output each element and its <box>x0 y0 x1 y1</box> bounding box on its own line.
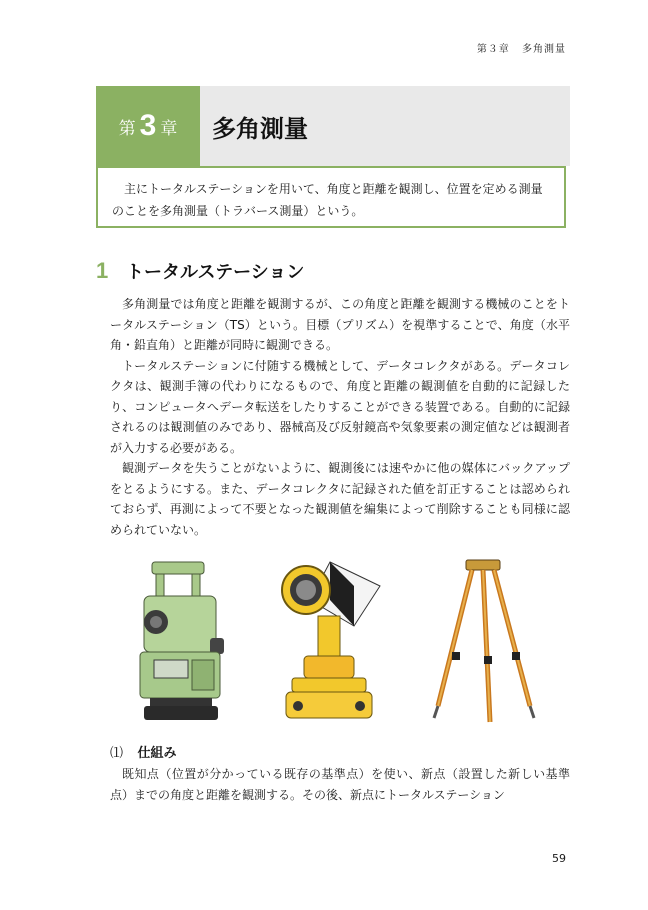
chapter-banner <box>96 86 570 166</box>
chapter-suffix: 章 <box>160 118 178 139</box>
equipment-figures <box>120 556 560 728</box>
running-head-chapter: 第３章 <box>476 44 510 55</box>
body-text <box>110 294 570 540</box>
chapter-prefix: 第 <box>118 118 136 139</box>
running-head <box>469 40 566 55</box>
paragraph-1: 多角測量では角度と距離を観測するが、この角度と距離を観測する機械のことをトータルステーション（TS）という。目標（プリズム）を視準することで、角度（水平角・鉛直角）と距離が同時に観測できる。 <box>110 297 570 352</box>
running-head-title: 多角測量 <box>522 44 566 55</box>
tripod-illustration <box>428 556 538 726</box>
subsection-heading <box>110 742 177 761</box>
paragraph-2: トータルステーションに付随する機械として、データコレクタがある。データコレクタは、観測手簿の代わりになるもので、角度と距離の観測値を自動的に記録したり、コンピュータへデータ転送をしたりすることができる装置である。自動的に記録されるのは観測値のみであり、器械高及び反射鏡高や気象要素の測定値などは観測者が入力する必要がある。 <box>110 358 570 455</box>
subsection-number: ⑴ <box>110 746 124 761</box>
chapter-title-box <box>200 86 570 166</box>
page-number: 59 <box>552 852 566 865</box>
intro-text: 主にトータルステーションを用いて、角度と距離を観測し、位置を定める測量のことを多角測量（トラバース測量）という。 <box>112 182 543 218</box>
subsection-paragraph: 既知点（位置が分かっている既存の基準点）を使い、新点（設置した新しい基準点）までの角度と距離を観測する。その後、新点にトータルステーション <box>110 767 570 802</box>
intro-box <box>96 166 566 228</box>
chapter-number: 3 <box>139 109 157 142</box>
section-title: トータルステーション <box>126 262 305 283</box>
chapter-title: 多角測量 <box>212 114 308 143</box>
total-station-illustration <box>130 556 230 726</box>
subsection-body <box>110 764 570 805</box>
subsection-title: 仕組み <box>137 746 177 761</box>
prism-illustration <box>270 556 390 726</box>
section-heading <box>96 258 304 284</box>
chapter-number-box <box>96 86 200 166</box>
section-number: 1 <box>96 258 109 283</box>
paragraph-3: 観測データを失うことがないように、観測後には速やかに他の媒体にバックアップをとるようにする。また、データコレクタに記録された値を訂正することは認められておらず、再測によって不要となった観測値を編集によって削除することも同様に認められていない。 <box>110 461 570 537</box>
